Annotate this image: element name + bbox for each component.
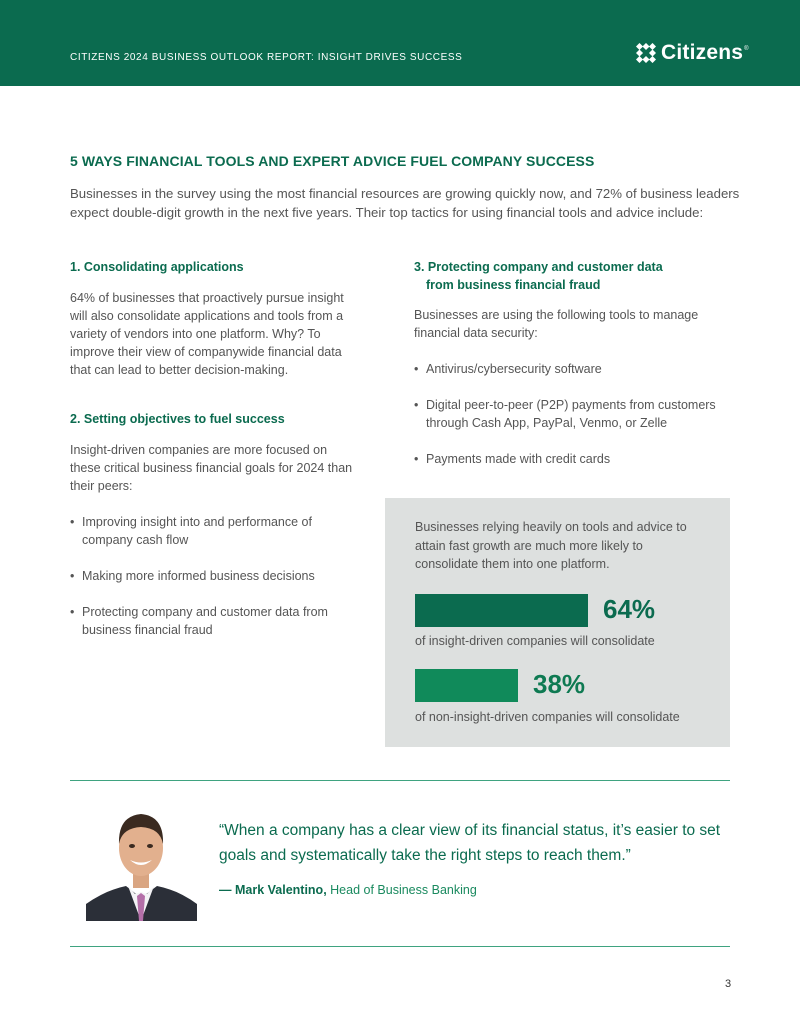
divider xyxy=(70,780,730,781)
registered-mark: ® xyxy=(744,46,749,52)
section-2-body: Insight-driven companies are more focused on these critical business financial goals for 2024 than their peers: xyxy=(70,443,353,493)
pull-quote: “When a company has a clear view of its financial status, it’s easier to set goals and systematically take the right steps to reach them.” xyxy=(219,822,721,864)
page-heading: 5 WAYS FINANCIAL TOOLS AND EXPERT ADVICE FUEL COMPANY SUCCESS xyxy=(70,153,595,169)
section-protecting xyxy=(414,258,734,468)
section-2-bullets xyxy=(70,513,360,639)
stat-caption-insight-driven: of insight-driven companies will consolidate xyxy=(415,634,655,648)
section-1-body: 64% of businesses that proactively pursue insight will also consolidate applications and tools from a variety of vendors into one platform. Why? To improve their view of companywide financial data that can lead to better decision-making. xyxy=(70,291,344,377)
citizens-logo-icon xyxy=(636,43,656,63)
list-item: • Improving insight into and performance of company cash flow xyxy=(70,513,360,549)
callout-text: Businesses relying heavily on tools and advice to attain fast growth are much more likely to consolidate them into one platform. xyxy=(415,520,687,571)
divider xyxy=(70,946,730,947)
portrait-photo xyxy=(86,800,197,921)
stat-value-non-insight-driven: 38% xyxy=(533,669,586,699)
section-3-body: Businesses are using the following tools to manage financial data security: xyxy=(414,308,699,340)
citizens-logo xyxy=(636,40,749,66)
list-item: • Making more informed business decisions xyxy=(70,567,360,585)
intro-paragraph: Businesses in the survey using the most financial resources are growing quickly now, and 72% of business leaders expect double-digit growth in the next five years. Their top tactics for using financial tools and advice include: xyxy=(70,186,740,220)
consolidation-callout xyxy=(385,498,730,747)
section-3-heading-line-2: from business financial fraud xyxy=(426,278,601,292)
stat-caption-non-insight-driven: of non-insight-driven companies will consolidate xyxy=(415,710,680,724)
section-objectives xyxy=(70,410,360,639)
section-3-heading xyxy=(414,258,734,294)
section-3-heading-line-1: 3. Protecting company and customer data xyxy=(414,260,663,274)
stat-bar-non-insight-driven xyxy=(415,669,518,702)
stat-value-insight-driven: 64% xyxy=(603,594,656,624)
list-item: • Protecting company and customer data from business financial fraud xyxy=(70,603,360,639)
section-1-heading: 1. Consolidating applications xyxy=(70,260,244,274)
quote-author-name: — Mark Valentino, xyxy=(219,883,327,897)
quote-attribution xyxy=(219,883,477,897)
quote-author-title: Head of Business Banking xyxy=(330,883,477,897)
report-title: CITIZENS 2024 BUSINESS OUTLOOK REPORT: INSIGHT DRIVES SUCCESS xyxy=(70,52,463,63)
logo-wordmark: Citizens xyxy=(661,41,744,64)
report-header xyxy=(0,0,800,86)
stat-bar-insight-driven xyxy=(415,594,588,627)
list-item: • Antivirus/cybersecurity software xyxy=(414,360,734,378)
section-consolidating xyxy=(70,258,360,379)
list-item: • Payments made with credit cards xyxy=(414,450,734,468)
section-3-bullets xyxy=(414,360,734,468)
list-item: • Digital peer-to-peer (P2P) payments from customers through Cash App, PayPal, Venmo, or Zelle xyxy=(414,396,734,432)
section-2-heading: 2. Setting objectives to fuel success xyxy=(70,412,285,426)
page-number: 3 xyxy=(725,978,732,990)
